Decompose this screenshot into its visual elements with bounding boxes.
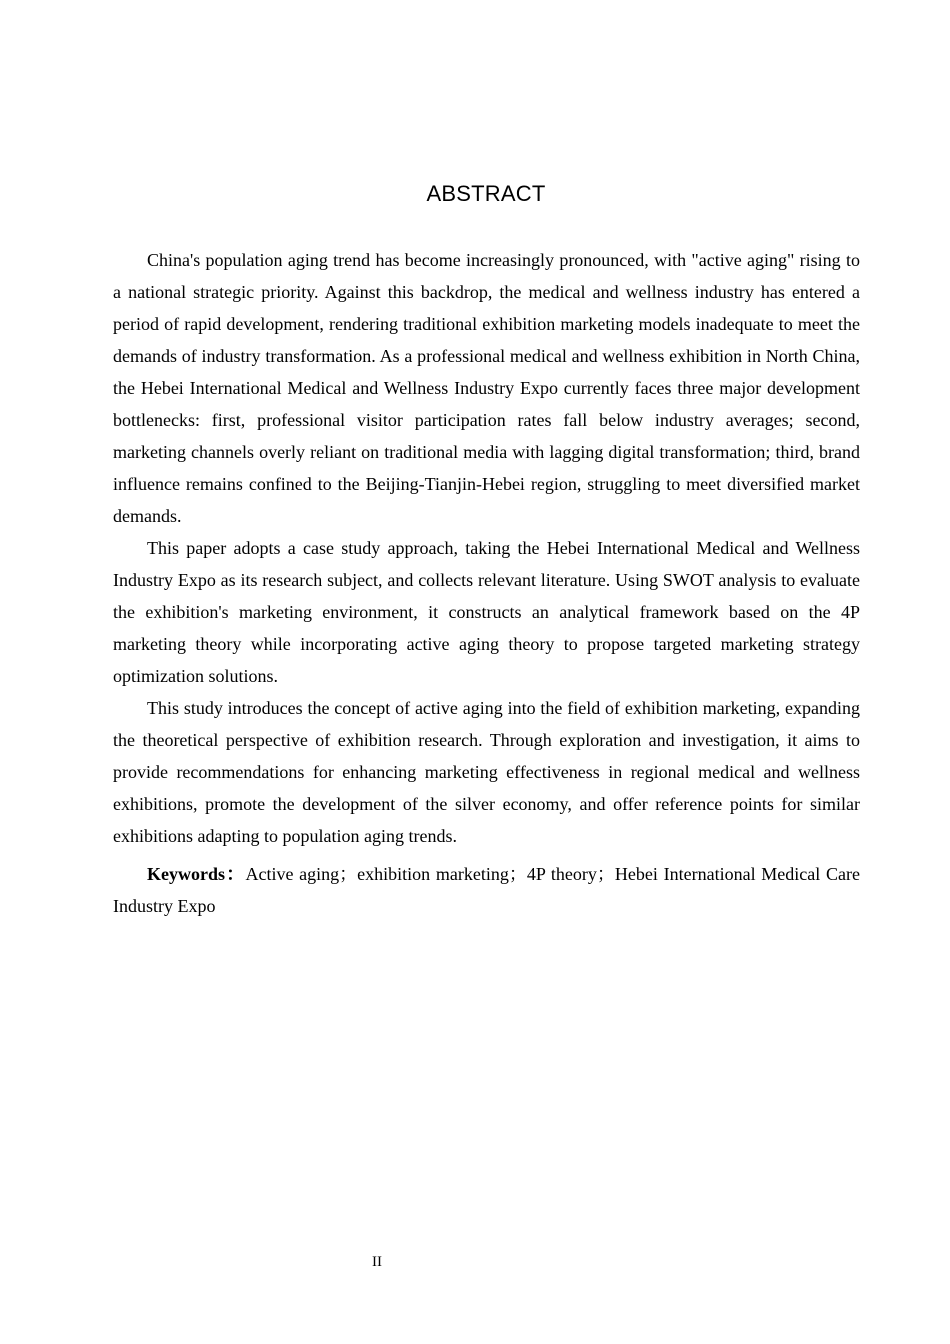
page-number: II [372, 1254, 382, 1270]
keywords-line [113, 858, 860, 922]
keywords-text: Active aging；exhibition marketing；4P theory；Hebei International Medical Care Industry Expo [113, 864, 860, 916]
abstract-body [113, 244, 860, 922]
abstract-paragraph-3: This study introduces the concept of active aging into the field of exhibition marketing, expanding the theoretical perspective of exhibition research. Through exploration and investigation, it aims to provide recommendations for enhancing marketing effectiveness in regional medical and wellness exhibitions, promote the development of the silver economy, and offer reference points for similar exhibitions adapting to population aging trends. [113, 698, 860, 846]
page-title: ABSTRACT [426, 181, 546, 206]
abstract-paragraph-1: China's population aging trend has become increasingly pronounced, with "active aging" rising to a national strategic priority. Against this backdrop, the medical and wellness industry has entered a period of rapid development, rendering traditional exhibition marketing models inadequate to meet the demands of industry transformation. As a professional medical and wellness exhibition in North China, the Hebei International Medical and Wellness Industry Expo currently faces three major development bottlenecks: first, professional visitor participation rates fall below industry averages; second, marketing channels overly reliant on traditional media with lagging digital transformation; third, brand influence remains confined to the Beijing-Tianjin-Hebei region, struggling to meet diversified market demands. [113, 250, 860, 526]
keywords-label: Keywords： [147, 864, 246, 884]
abstract-paragraph-2: This paper adopts a case study approach, taking the Hebei International Medical and Wellness Industry Expo as its research subject, and collects relevant literature. Using SWOT analysis to evaluate the exhibition's marketing environment, it constructs an analytical framework based on the 4P marketing theory while incorporating active aging theory to propose targeted marketing strategy optimization solutions. [113, 538, 860, 686]
